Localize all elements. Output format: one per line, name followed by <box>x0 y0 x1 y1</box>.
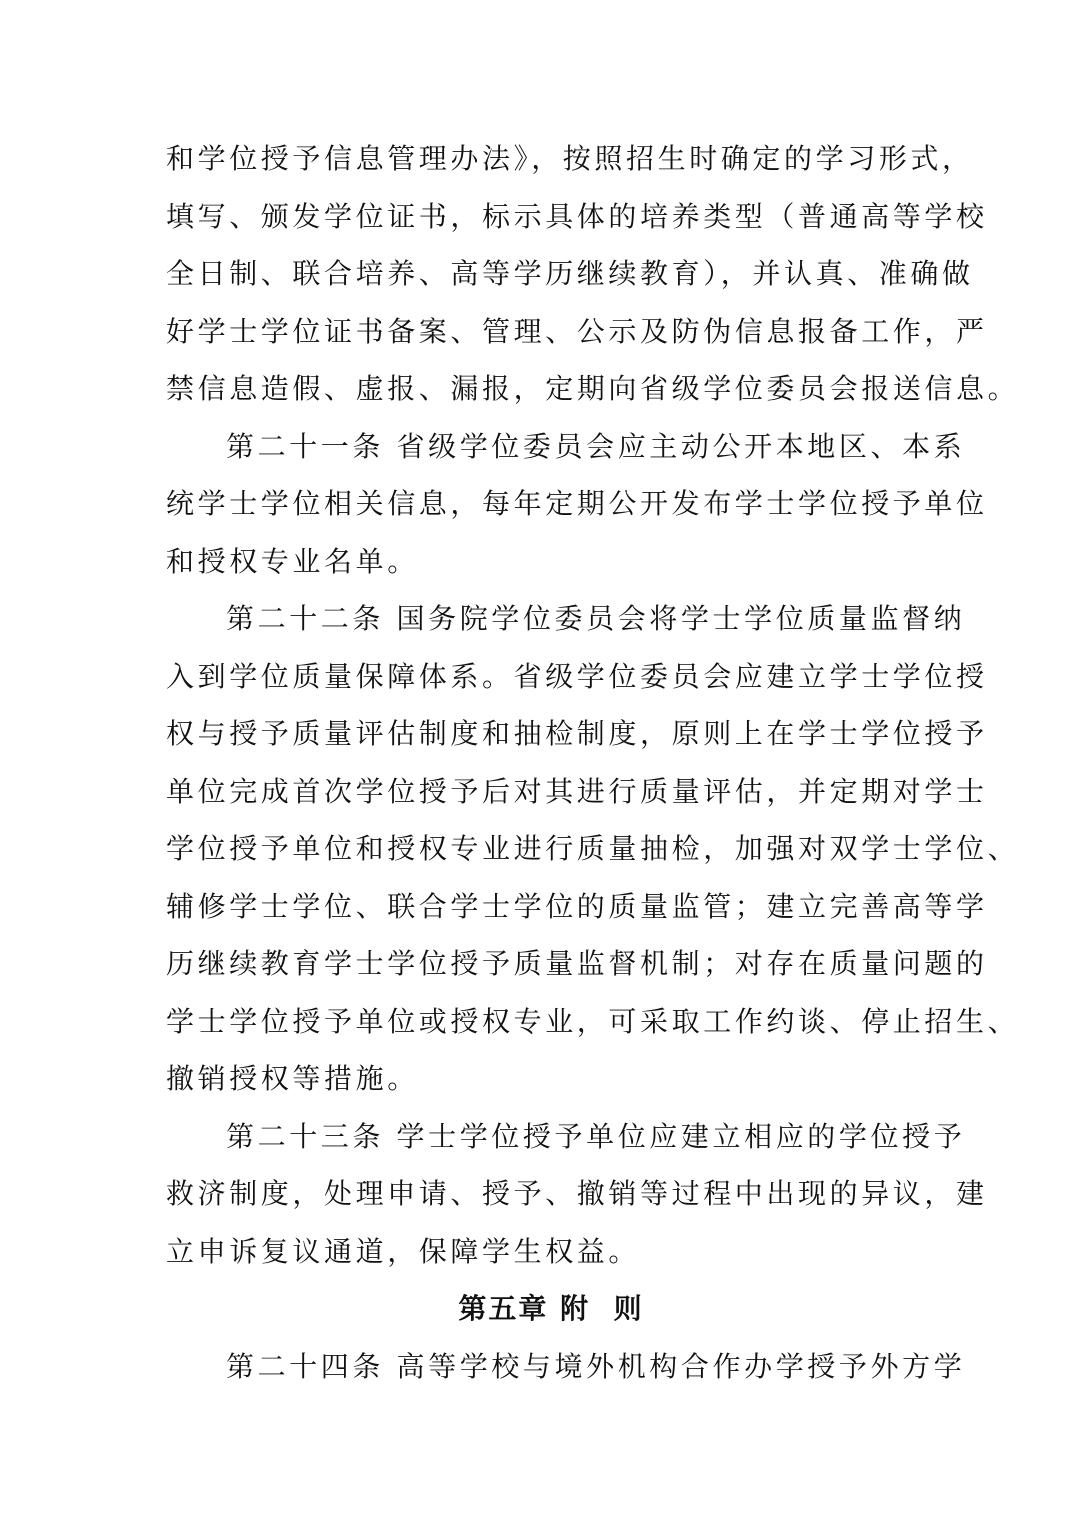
text-line: 学士学位授予单位或授权专业，可采取工作约谈、停止招生、 <box>166 1004 1020 1038</box>
text-line: 好学士学位证书备案、管理、公示及防伪信息报备工作，严 <box>166 314 988 348</box>
article-24-line: 第二十四条 高等学校与境外机构合作办学授予外方学 <box>226 1349 966 1383</box>
text-line: 单位完成首次学位授予后对其进行质量评估，并定期对学士 <box>166 774 988 808</box>
text-line: 撤销授权等措施。 <box>166 1062 419 1095</box>
chapter-title: 第五章 附 则 <box>458 1292 644 1325</box>
text-line: 救济制度，处理申请、授予、撤销等过程中出现的异议，建 <box>166 1177 988 1210</box>
article-21-line: 第二十一条 省级学位委员会应主动公开本地区、本系 <box>226 429 966 463</box>
text-line: 入到学位质量保障体系。省级学位委员会应建立学士学位授 <box>166 659 988 693</box>
text-line: 权与授予质量评估制度和抽检制度，原则上在学士学位授予 <box>166 717 988 750</box>
text-line: 填写、颁发学位证书，标示具体的培养类型（普通高等学校 <box>166 199 988 233</box>
text-line: 全日制、联合培养、高等学历继续教育），并认真、准确做 <box>166 257 974 290</box>
article-23-line: 第二十三条 学士学位授予单位应建立相应的学位授予 <box>226 1119 966 1153</box>
text-line: 立申诉复议通道，保障学生权益。 <box>166 1234 641 1268</box>
document-body <box>166 130 1020 1395</box>
text-line: 统学士学位相关信息，每年定期公开发布学士学位授予单位 <box>166 487 988 520</box>
text-line: 和学位授予信息管理办法》，按照招生时确定的学习形式， <box>166 142 974 175</box>
text-line: 辅修学士学位、联合学士学位的质量监管；建立完善高等学 <box>166 889 988 923</box>
text-line: 禁信息造假、虚报、漏报，定期向省级学位委员会报送信息。 <box>166 372 1020 405</box>
text-line: 和授权专业名单。 <box>166 544 419 578</box>
article-22-line: 第二十二条 国务院学位委员会将学士学位质量监督纳 <box>226 602 966 635</box>
text-line: 学位授予单位和授权专业进行质量抽检，加强对双学士学位、 <box>166 832 1020 865</box>
text-line: 历继续教育学士学位授予质量监督机制；对存在质量问题的 <box>166 947 988 980</box>
